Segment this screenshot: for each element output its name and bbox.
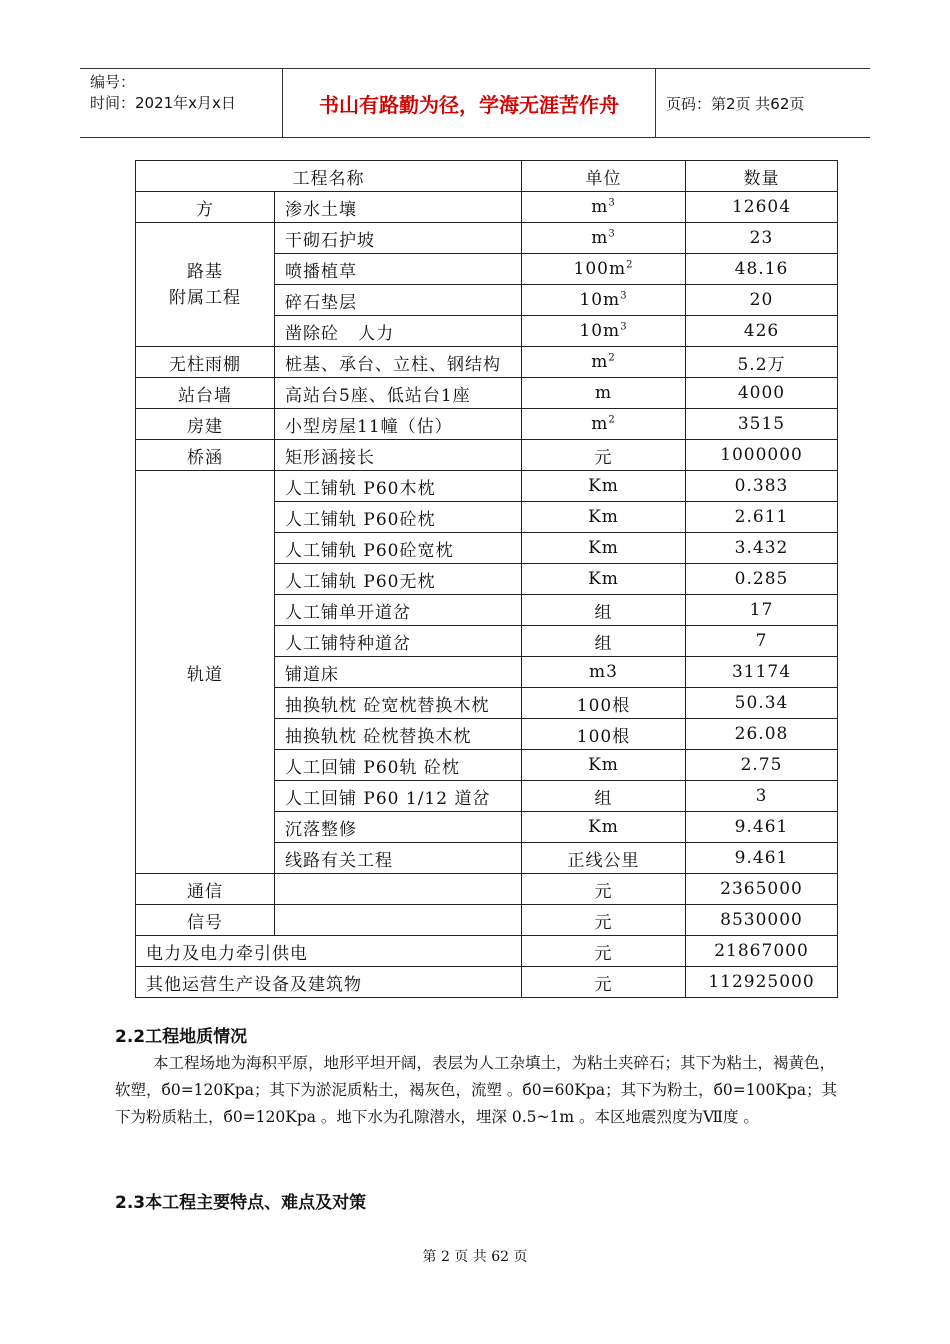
qty-cell: 0.285 <box>686 564 838 595</box>
section-2-2-body: 本工程场地为海积平原，地形平坦开阔，表层为人工杂填土，为粘土夹碎石；其下为粘土，褐黄色，软塑，б0=120Kpa；其下为淤泥质粘土，褐灰色，流塑 。б0=60Kpa；其下为粉土，б0=100Kpa；其下为粉质粘土，б0=120Kpa 。地下水为孔隙潜水，埋深 0.5~1m 。本区地震烈度为Ⅶ度 。 <box>115 1054 838 1126</box>
number-label: 编号： <box>90 73 136 91</box>
table-row <box>136 936 838 967</box>
qty-cell: 2.75 <box>686 750 838 781</box>
item-cell: 矩形涵接长 <box>275 440 522 471</box>
qty-cell: 5.2万 <box>686 347 838 378</box>
item-cell: 人工铺轨 P60砼枕 <box>275 502 522 533</box>
table-header-row <box>136 161 838 192</box>
qty-cell: 26.08 <box>686 719 838 750</box>
category-cell-track: 轨道 <box>136 471 275 874</box>
table-row <box>136 471 838 502</box>
table-row <box>136 223 838 254</box>
unit-cell: $m^3$ <box>522 192 686 223</box>
header-meta <box>80 69 283 137</box>
unit-cell: 元 <box>522 905 686 936</box>
unit-cell: 组 <box>522 781 686 812</box>
unit-cell: 组 <box>522 595 686 626</box>
unit-cell: $10m^3$ <box>522 285 686 316</box>
table-row <box>136 409 838 440</box>
time-label: 时间：2021年x月x日 <box>90 94 236 112</box>
category-cell: 无柱雨棚 <box>136 347 275 378</box>
qty-cell: 3515 <box>686 409 838 440</box>
qty-cell: 50.34 <box>686 688 838 719</box>
category-cell: 方 <box>136 192 275 223</box>
section-2-2-title: 2.2工程地质情况 <box>115 1027 248 1047</box>
item-cell: 人工铺单开道岔 <box>275 595 522 626</box>
item-cell: 桩基、承台、立柱、钢结构 <box>275 347 522 378</box>
header-motto: 书山有路勤为径，学海无涯苦作舟 <box>283 69 656 137</box>
page-header <box>80 68 870 138</box>
qty-cell: 3.432 <box>686 533 838 564</box>
item-cell: 人工铺轨 P60木枕 <box>275 471 522 502</box>
unit-cell: 元 <box>522 440 686 471</box>
qty-cell: 2365000 <box>686 874 838 905</box>
item-cell: 人工铺特种道岔 <box>275 626 522 657</box>
header-quantity: 数量 <box>686 161 838 192</box>
item-cell: 凿除砼 人力 <box>275 316 522 347</box>
item-cell: 人工铺轨 P60无枕 <box>275 564 522 595</box>
unit-cell: $100m^2$ <box>522 254 686 285</box>
header-project-name: 工程名称 <box>136 161 522 192</box>
qty-cell: 8530000 <box>686 905 838 936</box>
table-row <box>136 378 838 409</box>
item-cell: 高站台5座、低站台1座 <box>275 378 522 409</box>
qty-cell: 9.461 <box>686 812 838 843</box>
item-cell: 人工回铺 P60轨 砼枕 <box>275 750 522 781</box>
item-cell: 干砌石护坡 <box>275 223 522 254</box>
category-cell: 房建 <box>136 409 275 440</box>
unit-cell: 元 <box>522 936 686 967</box>
item-cell: 线路有关工程 <box>275 843 522 874</box>
item-cell: 沉落整修 <box>275 812 522 843</box>
unit-cell: 100根 <box>522 688 686 719</box>
unit-cell: Km <box>522 471 686 502</box>
unit-cell: $10m^3$ <box>522 316 686 347</box>
unit-cell: Km <box>522 533 686 564</box>
qty-cell: 0.383 <box>686 471 838 502</box>
unit-cell: Km <box>522 502 686 533</box>
table-row <box>136 905 838 936</box>
item-cell: 抽换轨枕 砼宽枕替换木枕 <box>275 688 522 719</box>
qty-cell: 2.611 <box>686 502 838 533</box>
qty-cell: 48.16 <box>686 254 838 285</box>
item-cell: 渗水土壤 <box>275 192 522 223</box>
item-cell <box>275 874 522 905</box>
table-row <box>136 192 838 223</box>
qty-cell: 23 <box>686 223 838 254</box>
category-cell: 桥涵 <box>136 440 275 471</box>
item-cell: 喷播植草 <box>275 254 522 285</box>
unit-cell: 正线公里 <box>522 843 686 874</box>
unit-cell: $m^2$ <box>522 347 686 378</box>
item-cell: 抽换轨枕 砼枕替换木枕 <box>275 719 522 750</box>
qty-cell: 12604 <box>686 192 838 223</box>
qty-cell: 9.461 <box>686 843 838 874</box>
unit-cell: m3 <box>522 657 686 688</box>
qty-cell: 112925000 <box>686 967 838 998</box>
qty-cell: 31174 <box>686 657 838 688</box>
unit-cell: m <box>522 378 686 409</box>
category-cell: 信号 <box>136 905 275 936</box>
table-row <box>136 347 838 378</box>
unit-cell: 组 <box>522 626 686 657</box>
item-cell: 碎石垫层 <box>275 285 522 316</box>
category-cell: 站台墙 <box>136 378 275 409</box>
header-unit: 单位 <box>522 161 686 192</box>
unit-cell: $m^2$ <box>522 409 686 440</box>
category-cell-roadbed: 路基 附属工程 <box>136 223 275 347</box>
table-row <box>136 874 838 905</box>
category-cell: 其他运营生产设备及建筑物 <box>136 967 522 998</box>
item-cell: 铺道床 <box>275 657 522 688</box>
unit-cell: 元 <box>522 874 686 905</box>
section-2-3-title: 2.3本工程主要特点、难点及对策 <box>115 1193 367 1213</box>
table-row <box>136 967 838 998</box>
qty-cell: 7 <box>686 626 838 657</box>
qty-cell: 1000000 <box>686 440 838 471</box>
item-cell: 人工回铺 P60 1/12 道岔 <box>275 781 522 812</box>
header-page-info: 页码：第2页 共62页 <box>666 94 805 113</box>
unit-cell: Km <box>522 812 686 843</box>
qty-cell: 17 <box>686 595 838 626</box>
page-footer: 第 2 页 共 62 页 <box>422 1249 528 1265</box>
category-cell: 通信 <box>136 874 275 905</box>
qty-cell: 4000 <box>686 378 838 409</box>
unit-cell: $m^3$ <box>522 223 686 254</box>
item-cell: 人工铺轨 P60砼宽枕 <box>275 533 522 564</box>
item-cell <box>275 905 522 936</box>
category-cell: 电力及电力牵引供电 <box>136 936 522 967</box>
qty-cell: 3 <box>686 781 838 812</box>
unit-cell: 100根 <box>522 719 686 750</box>
qty-cell: 20 <box>686 285 838 316</box>
item-cell: 小型房屋11幢（估） <box>275 409 522 440</box>
qty-cell: 21867000 <box>686 936 838 967</box>
unit-cell: 元 <box>522 967 686 998</box>
qty-cell: 426 <box>686 316 838 347</box>
unit-cell: Km <box>522 564 686 595</box>
quantity-table <box>135 160 838 998</box>
unit-cell: Km <box>522 750 686 781</box>
table-row <box>136 440 838 471</box>
